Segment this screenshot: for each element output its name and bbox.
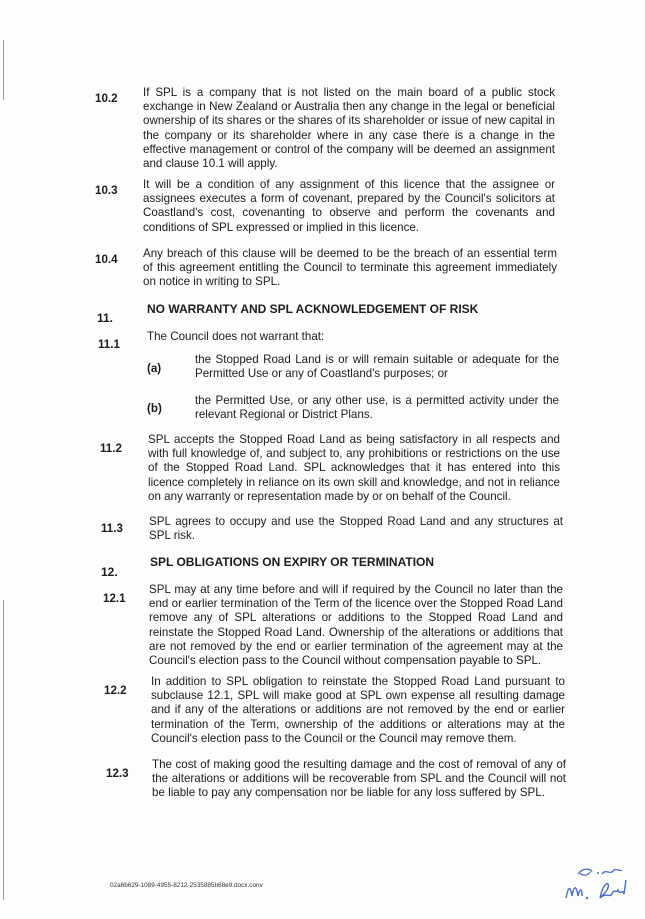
clause-10-2-text: If SPL is a company that is not listed on the main board of a public stock exchange in New Zealand or Australia then any change in the legal or beneficial ownership of its shares or the shares of its shareholder or issue of new capital in the company or its shareholder where in any case there is a change in the effective management or control of the company will be deemed an assignment and clause 10.1 will apply. <box>143 86 555 171</box>
subclause-label: (a) <box>147 362 162 375</box>
clause-11-2-text: SPL accepts the Stopped Road Land as being satisfactory in all respects and with full knowledge of, and subject to, any prohibitions or restrictions on the use of the Stopped Road Land. SPL acknowledges that it has entered into this licence completely in reliance on its own skill and knowledge, and not in reliance on any warranty or representation made by or on behalf of the Council. <box>148 433 560 503</box>
clause-12-1-text: SPL may at any time before and will if required by the Council no later than the end or earlier termination of the Term of the licence over the Stopped Road Land remove any of SPL alterations or additions to the Stopped Road Land and reinstate the Stopped Road Land. Ownership of the alterations or additions that are not removed by the end or earlier termination of the agreement may at the Council's election pass to the Council without compensation payable to SPL. <box>149 583 563 668</box>
section-heading-12: SPL OBLIGATIONS ON EXPIRY OR TERMINATION <box>150 555 435 569</box>
section-number: 11. <box>97 311 114 325</box>
clause-11-1-a-text: the Stopped Road Land is or will remain suitable or adequate for the Permitted Use or any of Coastland's purposes; or <box>195 353 559 381</box>
clause-10-3-text: It will be a condition of any assignment of this licence that the assignee or assignees executes a form of covenant, prepared by the Council's solicitors at Coastland's cost, covenanting to observe and perform the covenants and conditions of SPL expressed or implied in this licence. <box>143 178 555 234</box>
clause-number: 10.2 <box>95 92 118 105</box>
clause-number: 12.3 <box>106 767 129 780</box>
clause-number: 12.1 <box>103 592 126 605</box>
clause-11-1-text: The Council does not warrant that: <box>147 330 325 343</box>
handwritten-signature <box>560 858 642 910</box>
clause-12-3-text: The cost of making good the resulting damage and the cost of removal of any of the alterations or additions will be recoverable from SPL and the Council will not be liable to pay any compensation nor be liable for any loss suffered by SPL. <box>152 758 566 800</box>
section-heading-11: NO WARRANTY AND SPL ACKNOWLEDGEMENT OF RISK <box>147 302 479 316</box>
clause-12-2-text: In addition to SPL obligation to reinstate the Stopped Road Land pursuant to subclause 12.1, SPL will make good at SPL own expense all resulting damage and if any of the alterations or additions are not removed by the end or earlier termination of the Term, ownership of the additions or alterations may at the Council's election pass to the Council or the Council may remove them. <box>151 675 565 745</box>
clause-number: 11.3 <box>101 522 123 535</box>
clause-number: 11.1 <box>98 338 120 351</box>
clause-10-4-text: Any breach of this clause will be deemed to be the breach of an essential term of this agreement entitling the Council to terminate this agreement immediately on notice in writing to SPL. <box>143 247 557 289</box>
subclause-label: (b) <box>147 402 162 415</box>
clause-number: 12.2 <box>104 684 127 697</box>
clause-11-1-b-text: the Permitted Use, or any other use, is a permitted activity under the relevant Regional or District Plans. <box>195 394 559 422</box>
clause-number: 11.2 <box>100 442 122 455</box>
scan-edge-line <box>3 40 4 100</box>
section-number: 12. <box>101 565 118 579</box>
clause-number: 10.3 <box>95 184 118 197</box>
document-id-footer: 02a6b629-1089-4955-8212-2535885b68e9.docx.conv <box>110 882 263 889</box>
scan-edge-line <box>3 600 4 900</box>
clause-11-3-text: SPL agrees to occupy and use the Stopped Road Land and any structures at SPL risk. <box>149 515 563 543</box>
clause-number: 10.4 <box>95 253 118 266</box>
